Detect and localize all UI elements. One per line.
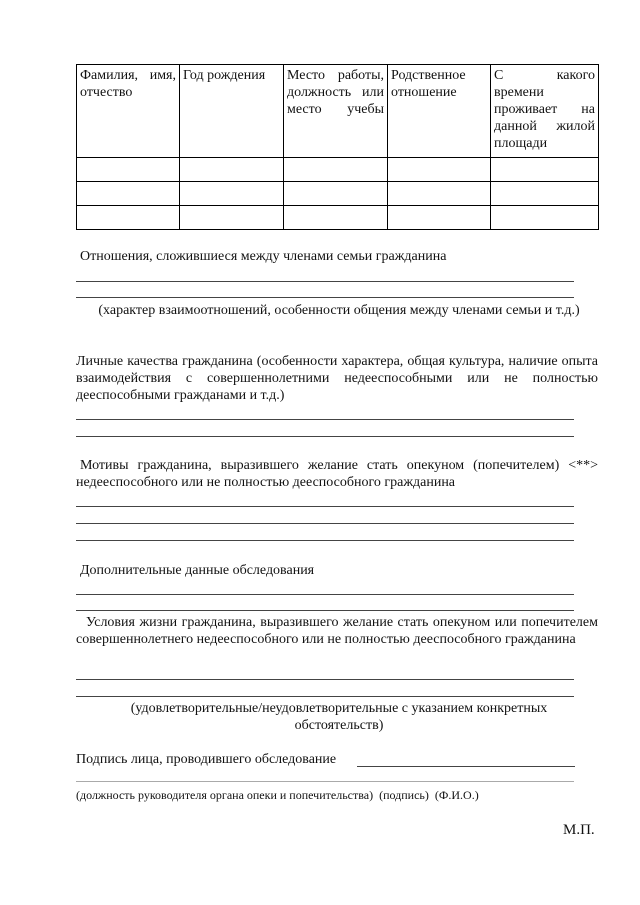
table-cell[interactable] <box>180 158 284 182</box>
table-row <box>77 182 599 206</box>
table-cell[interactable] <box>77 182 180 206</box>
table-cell[interactable] <box>284 158 388 182</box>
table-row <box>77 158 599 182</box>
table-cell[interactable] <box>388 158 491 182</box>
table-cell[interactable] <box>388 182 491 206</box>
relations-line-2[interactable] <box>76 297 574 298</box>
motives-line-3[interactable] <box>76 540 574 541</box>
motives-text: Мотивы гражданина, выразившего желание стать опекуном (попечителем) <**> недееспособного или не полностью дееспособного гражданина <box>76 458 598 490</box>
personal-qualities-line-2[interactable] <box>76 436 574 437</box>
header-since-when: С какого времени проживает на данной жилой площади <box>491 65 599 158</box>
table-cell[interactable] <box>491 206 599 230</box>
table-cell[interactable] <box>180 206 284 230</box>
table-cell[interactable] <box>388 206 491 230</box>
living-conditions-line-1[interactable] <box>76 679 574 680</box>
table-row <box>77 206 599 230</box>
signature-label: Подпись лица, проводившего обследование <box>76 752 337 767</box>
signature-line[interactable] <box>357 766 575 767</box>
table-cell[interactable] <box>77 158 180 182</box>
stamp-mark: М.П. <box>563 822 595 838</box>
table-cell[interactable] <box>180 182 284 206</box>
living-conditions-text: Условия жизни гражданина, выразившего желание стать опекуном или попечителем совершеннолетнего недееспособного или не полностью дееспособного гражданина <box>76 615 598 647</box>
table-cell[interactable] <box>284 206 388 230</box>
relations-label: Отношения, сложившиеся между членами семьи гражданина <box>80 249 447 264</box>
additional-label: Дополнительные данные обследования <box>80 563 315 578</box>
additional-line-2[interactable] <box>76 610 574 611</box>
table-cell[interactable] <box>491 158 599 182</box>
additional-line-1[interactable] <box>76 594 574 595</box>
table-header-row <box>77 65 599 158</box>
relations-hint: (характер взаимоотношений, особенности общения между членами семьи и т.д.) <box>98 303 580 318</box>
personal-qualities-text: Личные качества гражданина (особенности характера, общая культура, наличие опыта взаимодействия с совершеннолетними недееспособными или не полностью дееспособными гражданами и т.д.) <box>76 354 598 403</box>
family-members-table <box>76 64 599 230</box>
motives-line-1[interactable] <box>76 506 574 507</box>
personal-qualities-line-1[interactable] <box>76 419 574 420</box>
official-line[interactable] <box>76 781 574 782</box>
table-cell[interactable] <box>77 206 180 230</box>
table-cell[interactable] <box>284 182 388 206</box>
motives-line-2[interactable] <box>76 523 574 524</box>
header-workplace: Место работы, должность или место учебы <box>284 65 388 158</box>
header-relation: Родственное отношение <box>388 65 491 158</box>
signature-caption: (должность руководителя органа опеки и попечительства) (подпись) (Ф.И.О.) <box>76 788 479 802</box>
header-full-name: Фамилия, имя, отчество <box>77 65 180 158</box>
table-cell[interactable] <box>491 182 599 206</box>
header-birth-year: Год рождения <box>180 65 284 158</box>
living-conditions-hint: (удовлетворительные/неудовлетворительные с указанием конкретных обстоятельств) <box>130 701 548 733</box>
relations-line-1[interactable] <box>76 281 574 282</box>
living-conditions-line-2[interactable] <box>76 696 574 697</box>
